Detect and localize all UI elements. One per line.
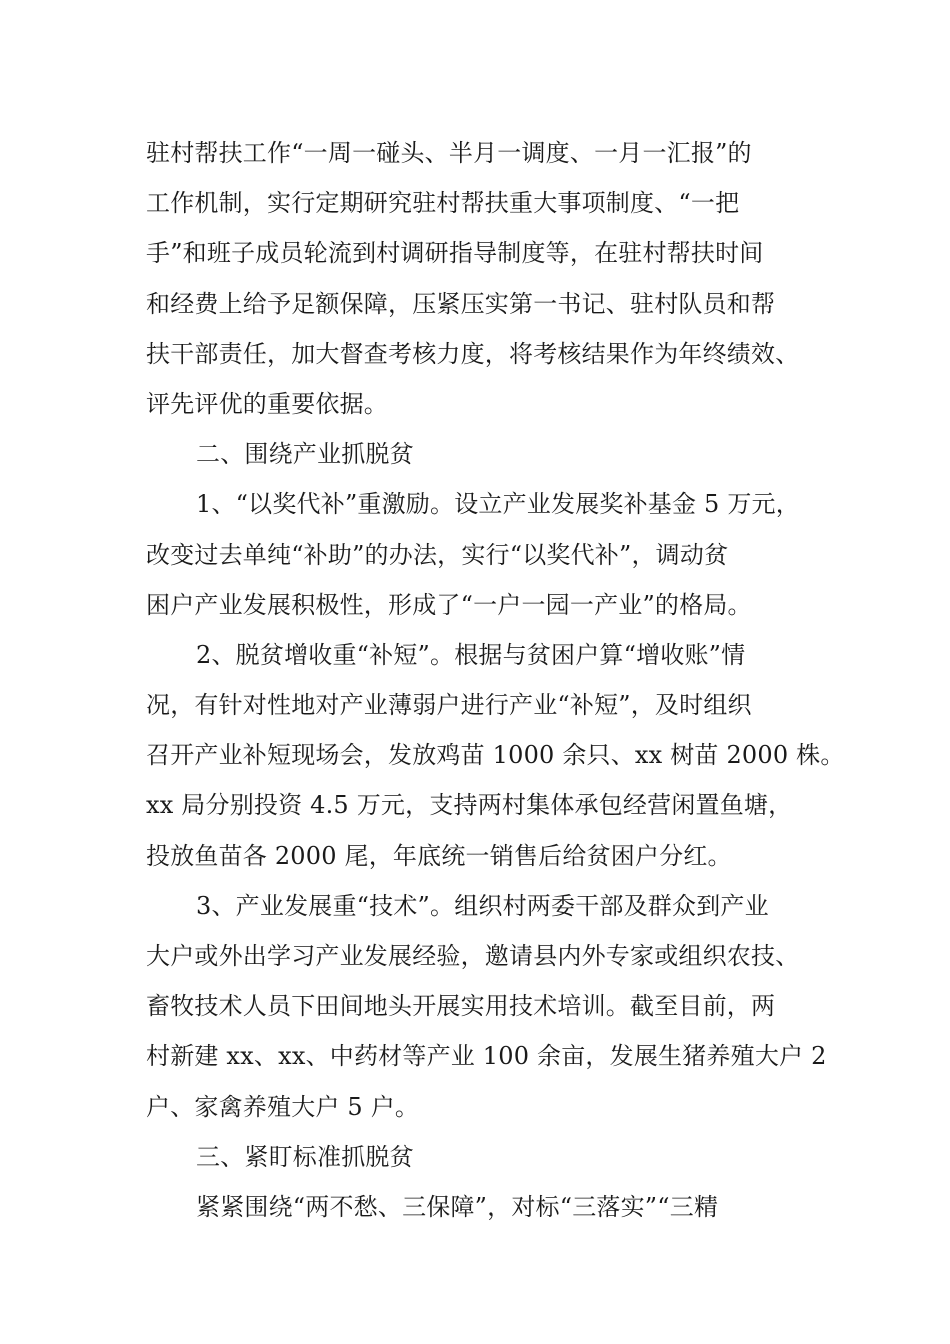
text-line: 紧紧围绕“两不愁、三保障”，对标“三落实”“三精 bbox=[196, 1192, 719, 1221]
text-line: 困户产业发展积极性，形成了“一户一园一产业”的格局。 bbox=[146, 590, 752, 619]
text-line: 况，有针对性地对产业薄弱户进行产业“补短”，及时组织 bbox=[146, 691, 752, 720]
text-line: 村新建 xx、xx、中药材等产业 100 余亩，发展生猪养殖大户 2 bbox=[146, 1042, 827, 1071]
text-line: 工作机制，实行定期研究驻村帮扶重大事项制度、“一把 bbox=[146, 189, 740, 218]
text-line: 评先评优的重要依据。 bbox=[146, 389, 388, 418]
text-line: 驻村帮扶工作“一周一碰头、半月一调度、一月一汇报”的 bbox=[146, 139, 752, 167]
text-line: 召开产业补短现场会，发放鸡苗 1000 余只、xx 树苗 2000 株。 bbox=[146, 741, 845, 770]
text-line: 改变过去单纯“补助”的办法，实行“以奖代补”，调动贫 bbox=[146, 540, 729, 569]
text-line: xx 局分别投资 4.5 万元，支持两村集体承包经营闲置鱼塘， bbox=[146, 791, 793, 820]
text-line: 二、围绕产业抓脱贫 bbox=[196, 440, 414, 469]
text-line: 2、脱贫增收重“补短”。根据与贫困户算“增收账”情 bbox=[196, 640, 746, 669]
text-line: 大户或外出学习产业发展经验，邀请县内外专家或组织农技、 bbox=[146, 942, 800, 970]
text-line: 投放鱼苗各 2000 尾，年底统一销售后给贫困户分红。 bbox=[146, 841, 732, 870]
text-line: 1、“以奖代补”重激励。设立产业发展奖补基金 5 万元， bbox=[196, 490, 800, 519]
text-line: 3、产业发展重“技术”。组织村两委干部及群众到产业 bbox=[196, 891, 769, 920]
text-line: 扶干部责任，加大督查考核力度，将考核结果作为年终绩效、 bbox=[146, 339, 800, 368]
document-body bbox=[146, 128, 845, 1232]
text-line: 户、家禽养殖大户 5 户。 bbox=[146, 1092, 420, 1121]
text-line: 三、紧盯标准抓脱贫 bbox=[196, 1142, 414, 1171]
text-line: 畜牧技术人员下田间地头开展实用技术培训。截至目前，两 bbox=[146, 992, 776, 1021]
text-line: 手”和班子成员轮流到村调研指导制度等，在驻村帮扶时间 bbox=[146, 239, 764, 268]
text-line: 和经费上给予足额保障，压紧压实第一书记、驻村队员和帮 bbox=[146, 289, 776, 318]
